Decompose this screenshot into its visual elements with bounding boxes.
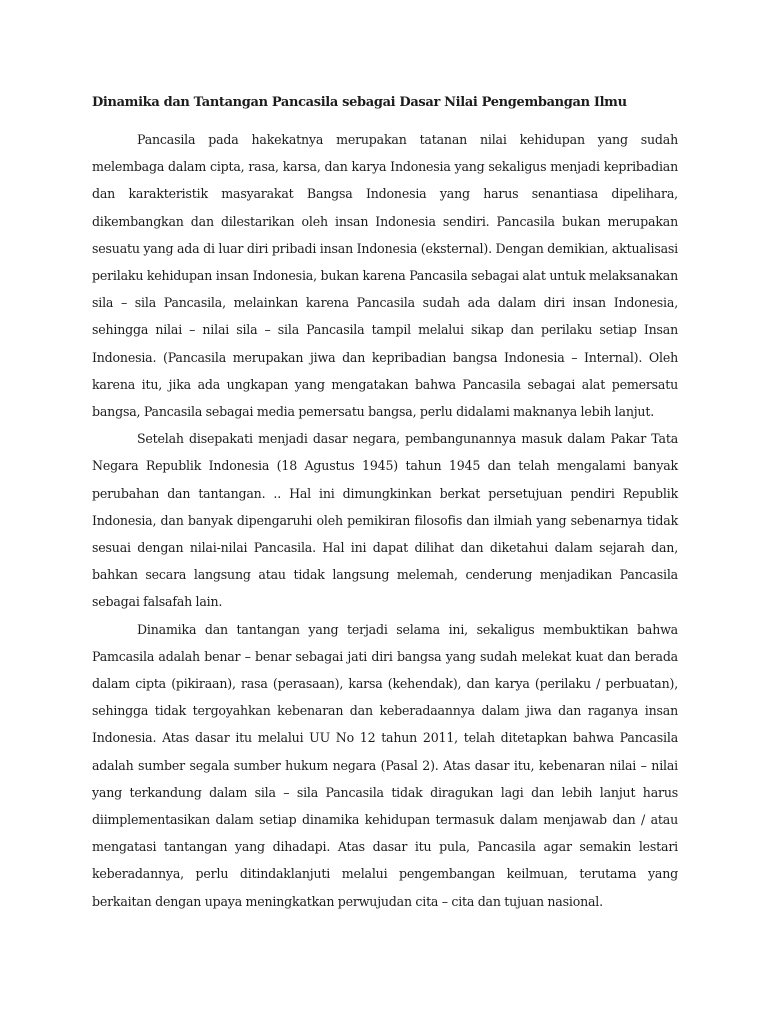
paragraph-1: Pancasila pada hakekatnya merupakan tatanan nilai kehidupan yang sudah melembaga dalam cipta, rasa, karsa, dan karya Indonesia yang sekaligus menjadi kepribadian dan karakteristik masyarakat Bangsa Indonesia yang harus senantiasa dipelihara, dikembangkan dan dilestarikan oleh insan Indonesia sendiri. Pancasila bukan merupakan sesuatu yang ada di luar diri pribadi insan Indonesia (eksternal). Dengan demikian, aktualisasi perilaku kehidupan insan Indonesia, bukan karena Pancasila sebagai alat untuk melaksanakan sila – sila Pancasila, melainkan karena Pancasila sudah ada dalam diri insan Indonesia, sehingga nilai – nilai sila – sila Pancasila tampil melalui sikap dan perilaku setiap Insan Indonesia. (Pancasila merupakan jiwa dan kepribadian bangsa Indonesia – Internal). Oleh karena itu, jika ada ungkapan yang mengatakan bahwa Pancasila sebagai alat pemersatu bangsa, Pancasila sebagai media pemersatu bangsa, perlu didalami maknanya lebih lanjut. bbox=[92, 132, 678, 420]
paragraph-2: Setelah disepakati menjadi dasar negara, pembangunannya masuk dalam Pakar Tata Negara Republik Indonesia (18 Agustus 1945) tahun 1945 dan telah mengalami banyak perubahan dan tantangan. .. Hal ini dimungkinkan berkat persetujuan pendiri Republik Indonesia, dan banyak dipengaruhi oleh pemikiran filosofis dan ilmiah yang sebenarnya tidak sesuai dengan nilai-nilai Pancasila. Hal ini dapat dilihat dan diketahui dalam sejarah dan, bahkan secara langsung atau tidak langsung melemah, cenderung menjadikan Pancasila sebagai falsafah lain. bbox=[92, 431, 678, 610]
document-title: Dinamika dan Tantangan Pancasila sebagai Dasar Nilai Pengembangan Ilmu bbox=[92, 95, 627, 110]
paragraph-3: Dinamika dan tantangan yang terjadi selama ini, sekaligus membuktikan bahwa Pamcasila adalah benar – benar sebagai jati diri bangsa yang sudah melekat kuat dan berada dalam cipta (pikiraan), rasa (perasaan), karsa (kehendak), dan karya (perilaku / perbuatan), sehingga tidak tergoyahkan kebenaran dan keberadaannya dalam jiwa dan raganya insan Indonesia. Atas dasar itu melalui UU No 12 tahun 2011, telah ditetapkan bahwa Pancasila adalah sumber segala sumber hukum negara (Pasal 2). Atas dasar itu, kebenaran nilai – nilai yang terkandung dalam sila – sila Pancasila tidak diragukan lagi dan lebih lanjut harus diimplementasikan dalam setiap dinamika kehidupan termasuk dalam menjawab dan / atau mengatasi tantangan yang dihadapi. Atas dasar itu pula, Pancasila agar semakin lestari keberadannya, perlu ditindaklanjuti melalui pengembangan keilmuan, terutama yang berkaitan dengan upaya meningkatkan perwujudan cita – cita dan tujuan nasional. bbox=[92, 621, 678, 909]
document-page bbox=[92, 90, 678, 915]
